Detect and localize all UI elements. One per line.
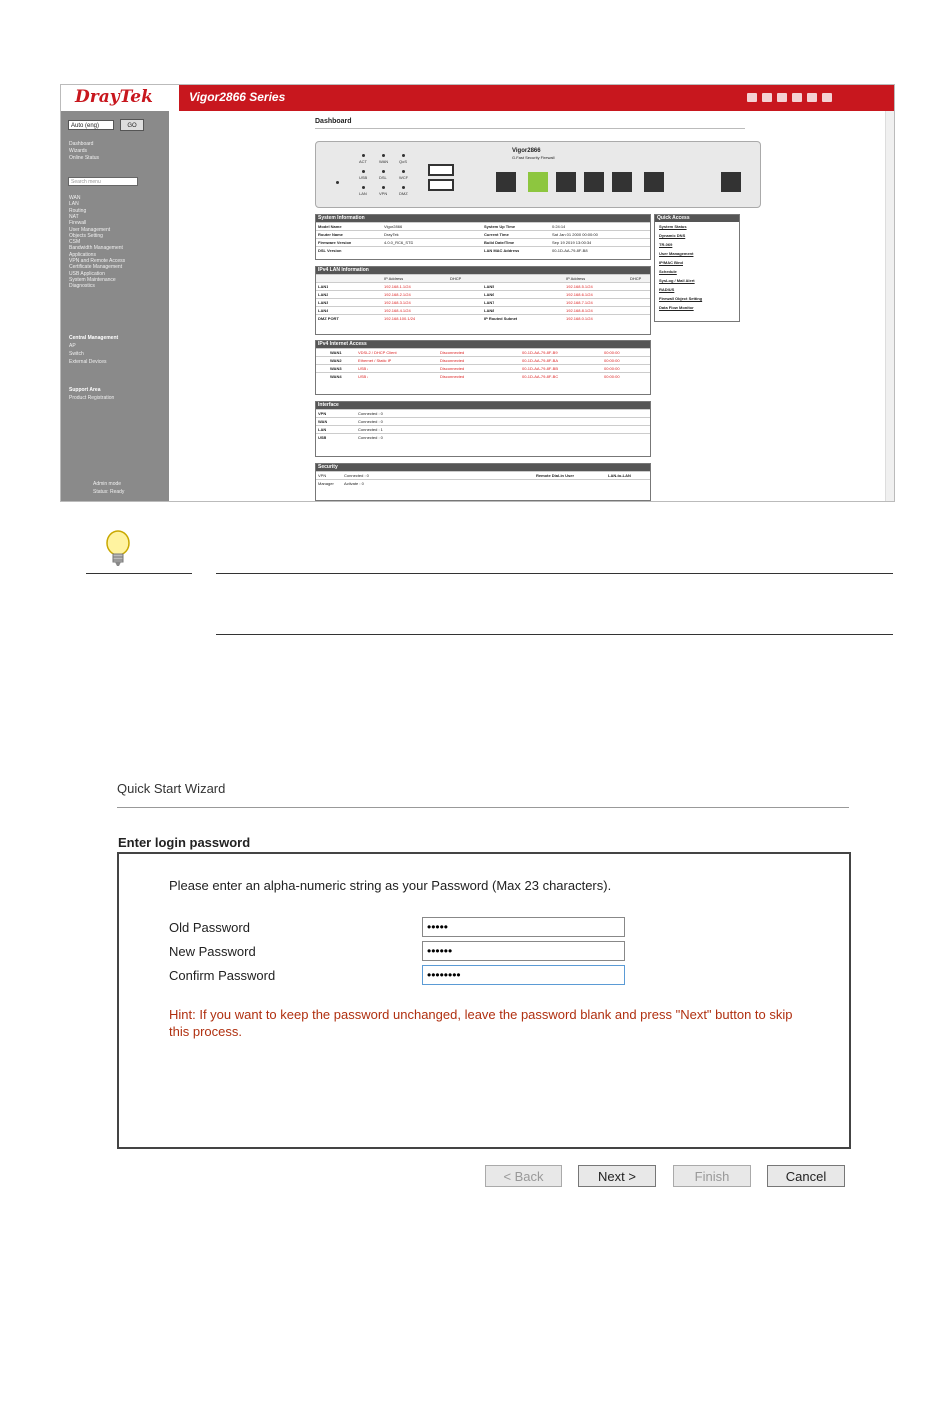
status-led-icon bbox=[402, 154, 405, 157]
info-icon[interactable] bbox=[777, 93, 787, 102]
ipv4_internet-cell: Disconnected bbox=[440, 358, 465, 363]
security-cell: VPN bbox=[318, 473, 327, 478]
security-cell: Manager bbox=[318, 481, 334, 486]
sidebar-item[interactable]: WAN bbox=[69, 195, 81, 201]
ipv4_lan-row bbox=[316, 306, 650, 314]
interface-cell: Connected : 0 bbox=[358, 435, 383, 440]
system_information-cell: Vigor2866 bbox=[384, 224, 403, 229]
ipv4_lan-cell: LAN5 bbox=[484, 284, 495, 289]
ipv4_internet-cell: 00:00:00 bbox=[604, 366, 620, 371]
system_information-cell: Current Time bbox=[484, 232, 509, 237]
dashboard-title: Dashboard bbox=[315, 118, 352, 125]
ipv4_internet-cell: WAN2 bbox=[330, 358, 342, 363]
next-button[interactable]: Next > bbox=[578, 1165, 656, 1187]
config-icon[interactable] bbox=[762, 93, 772, 102]
ipv4_lan-cell: 192.168.1.1/24 bbox=[384, 284, 411, 289]
sidebar-item[interactable]: User Management bbox=[69, 226, 111, 233]
system_information-row bbox=[316, 222, 650, 230]
panel-model-name: Vigor2866 bbox=[512, 148, 541, 154]
sidebar-item[interactable]: Firewall bbox=[69, 220, 87, 227]
ipv4_internet-cell: Disconnected bbox=[440, 366, 465, 371]
status-led-label: WAN bbox=[379, 159, 389, 164]
system_information-row bbox=[316, 230, 650, 238]
scrollbar[interactable] bbox=[885, 111, 894, 501]
usb-port-2-icon bbox=[428, 179, 454, 191]
interface-header: Interface bbox=[316, 402, 650, 409]
lan-port-5-icon bbox=[644, 172, 664, 192]
ipv4_lan-row bbox=[316, 290, 650, 298]
lan-port-2-icon bbox=[556, 172, 576, 192]
sidebar-item[interactable]: Routing bbox=[69, 207, 87, 214]
ipv4_internet-cell: USB / bbox=[358, 374, 369, 379]
system_information-cell: DrayTek bbox=[384, 232, 399, 237]
ipv4_lan-cell: LAN7 bbox=[484, 300, 495, 305]
quick-access-link[interactable]: System Status bbox=[659, 224, 687, 229]
system_information-cell: 00-1D-AA-79-8F-B8 bbox=[552, 248, 588, 253]
security-cell: Remote Dial-in User bbox=[536, 473, 575, 478]
system_information-cell: Firmware Version bbox=[318, 240, 352, 245]
model-series-label: Vigor2866 Series bbox=[189, 90, 286, 104]
ipv4_internet-cell: USB / bbox=[358, 366, 369, 371]
quick-access-link[interactable]: IP/MAC Bind bbox=[659, 260, 683, 265]
quick-access-link[interactable]: Dynamic DNS bbox=[659, 233, 686, 238]
top-banner bbox=[61, 85, 894, 111]
quick-access-link[interactable]: User Management bbox=[659, 251, 694, 256]
password-hint: Hint: If you want to keep the password unchanged, leave the password blank and press "Next" button to skip this process. bbox=[169, 1007, 793, 1039]
quick-access-header: Quick Access bbox=[655, 215, 739, 222]
ipv4_lan-row bbox=[316, 314, 650, 322]
logout-icon[interactable] bbox=[822, 93, 832, 102]
status-led-icon bbox=[362, 154, 365, 157]
quick-access-link[interactable]: SysLog / Mail Alert bbox=[659, 278, 695, 283]
lan-port-3-icon bbox=[584, 172, 604, 192]
ipv4_lan-cell: 192.168.5.1/24 bbox=[566, 284, 593, 289]
status-label: Status: Ready bbox=[93, 489, 125, 495]
sidebar-item[interactable]: Bandwidth Management bbox=[69, 245, 123, 252]
admin-mode-label: Admin mode bbox=[93, 481, 122, 487]
ipv4_lan-cell: LAN1 bbox=[318, 284, 329, 289]
security-row bbox=[316, 471, 650, 479]
note-divider-top bbox=[216, 573, 893, 574]
sidebar-item[interactable]: System Maintenance bbox=[69, 276, 116, 283]
sidebar-item[interactable]: Switch bbox=[69, 351, 84, 357]
interface-cell: WAN bbox=[318, 419, 328, 424]
quick-access-link[interactable]: TR-069 bbox=[659, 242, 673, 247]
central-management-group: Central Management bbox=[69, 335, 119, 341]
sidebar-item[interactable]: USB Application bbox=[69, 270, 105, 277]
ipv4_lan-cell: LAN2 bbox=[318, 292, 329, 297]
status-led-label: LAN bbox=[359, 191, 367, 196]
ipv4_lan-cell: 192.168.100.1/24 bbox=[384, 316, 416, 321]
status-led-label: DMZ bbox=[399, 191, 408, 196]
system_information-cell: Router Name bbox=[318, 232, 343, 237]
ipv4-lan-header: IPv4 LAN Information bbox=[316, 267, 650, 274]
ipv4_lan-cell: LAN6 bbox=[484, 292, 495, 297]
confirm-password-input[interactable] bbox=[422, 965, 625, 985]
interface-cell: USB bbox=[318, 435, 327, 440]
ipv4_internet-cell: WAN1 bbox=[330, 350, 342, 355]
system_information-cell: Sat Jan 01 2000 00:00:00 bbox=[552, 232, 598, 237]
quick-access-link[interactable]: Schedule bbox=[659, 269, 677, 274]
interface-box bbox=[315, 401, 651, 457]
ipv4_internet-cell: 00:00:00 bbox=[604, 358, 620, 363]
help-icon[interactable] bbox=[807, 93, 817, 102]
sidebar-item[interactable]: CSM bbox=[69, 239, 81, 246]
quick-access-link[interactable]: Data Flow Monitor bbox=[659, 305, 694, 310]
security-header: Security bbox=[316, 464, 650, 471]
sidebar-item[interactable]: VPN and Remote Access bbox=[69, 258, 126, 264]
interface-row bbox=[316, 409, 650, 417]
password-form-panel bbox=[117, 852, 851, 1149]
system_information-cell: LAN MAC Address bbox=[484, 248, 520, 253]
ipv4-lan-header-row: IP Address DHCP IP Address DHCP bbox=[316, 274, 650, 282]
interface-cell: Connected : 1 bbox=[358, 427, 383, 432]
ipv4_internet-row bbox=[316, 348, 650, 356]
system_information-row bbox=[316, 238, 650, 246]
interface-row bbox=[316, 433, 650, 441]
sidebar-item[interactable]: Objects Setting bbox=[69, 232, 103, 239]
ipv4_lan-cell: 192.168.8.1/24 bbox=[566, 308, 593, 313]
ipv4_internet-cell: WAN3 bbox=[330, 366, 342, 371]
note-divider-bottom bbox=[216, 634, 893, 635]
sidebar bbox=[61, 111, 169, 501]
ipv4_lan-cell: 192.168.4.1/24 bbox=[384, 308, 411, 313]
sidebar-item[interactable]: AP bbox=[69, 343, 76, 349]
ipv4_lan-cell: IP Routed Subnet bbox=[484, 316, 518, 321]
sidebar-item[interactable]: NAT bbox=[69, 213, 79, 220]
cancel-button[interactable]: Cancel bbox=[767, 1165, 845, 1187]
sidebar-item[interactable]: Dashboard bbox=[69, 141, 94, 147]
ipv4_internet-cell: WAN4 bbox=[330, 374, 342, 379]
ipv4-internet-box bbox=[315, 340, 651, 395]
quick-access-box bbox=[654, 214, 740, 322]
wizard-title: Quick Start Wizard bbox=[117, 781, 226, 796]
ipv4_lan-cell: 192.168.3.1/24 bbox=[384, 300, 411, 305]
ipv4_lan-row bbox=[316, 282, 650, 290]
status-led-label: WCF bbox=[399, 175, 409, 180]
wizard-title-divider bbox=[117, 807, 849, 808]
old-password-input[interactable] bbox=[422, 917, 625, 937]
power-led-icon bbox=[336, 181, 339, 184]
ipv4_internet-cell: Disconnected bbox=[440, 374, 465, 379]
title-divider bbox=[315, 128, 745, 129]
status-led-label: DSL bbox=[379, 175, 387, 180]
ipv4_internet-cell: 00-1D-AA-79-8F-BC bbox=[522, 374, 559, 379]
note-divider-short bbox=[86, 573, 192, 574]
sidebar-item[interactable]: External Devices bbox=[69, 359, 107, 365]
lightbulb-icon bbox=[103, 529, 133, 569]
security-cell: LAN-to-LAN bbox=[608, 473, 631, 478]
interface-cell: Connected : 0 bbox=[358, 411, 383, 416]
mail-icon[interactable] bbox=[792, 93, 802, 102]
interface-row bbox=[316, 417, 650, 425]
ipv4_internet-cell: 00-1D-AA-79-8F-BB bbox=[522, 366, 559, 371]
status-led-icon bbox=[402, 170, 405, 173]
wizard-section-title: Enter login password bbox=[118, 835, 251, 850]
status-led-icon bbox=[382, 186, 385, 189]
support-area-group: Support Area bbox=[69, 387, 101, 393]
status-led-icon bbox=[382, 170, 385, 173]
status-led-label: QoS bbox=[399, 159, 408, 164]
system_information-cell: 0:24:14 bbox=[552, 224, 566, 229]
interface-cell: Connected : 0 bbox=[358, 419, 383, 424]
ipv4_internet-row bbox=[316, 364, 650, 372]
wan-port-icon bbox=[496, 172, 516, 192]
security-box bbox=[315, 463, 651, 501]
ipv4-lan-box bbox=[315, 266, 651, 335]
menu-search-input[interactable]: Search menu bbox=[68, 177, 138, 186]
dashboard-content bbox=[169, 111, 886, 501]
system_information-cell: 4.0.0_RC6_STD bbox=[384, 240, 414, 245]
status-led-icon bbox=[382, 154, 385, 157]
router-dashboard-screenshot bbox=[60, 84, 895, 502]
sidebar-item[interactable]: Online Status bbox=[69, 155, 100, 161]
confirm-password-label: Confirm Password bbox=[169, 968, 276, 983]
ipv4_internet-cell: Disconnected bbox=[440, 350, 465, 355]
draytek-logo: DrayTek bbox=[61, 85, 179, 111]
new-password-input[interactable] bbox=[422, 941, 625, 961]
sidebar-item[interactable]: Certificate Management bbox=[69, 264, 123, 271]
status-led-label: ACT bbox=[359, 159, 367, 164]
language-select[interactable]: Auto (eng) bbox=[68, 120, 114, 130]
ipv4_internet-cell: 00-1D-AA-79-8F-BA bbox=[522, 358, 559, 363]
ipv4_internet-row bbox=[316, 372, 650, 380]
security-cell: Connected : 0 bbox=[344, 473, 369, 478]
ipv4-internet-header: IPv4 Internet Access bbox=[316, 341, 650, 348]
system-information-header: System Information bbox=[316, 215, 650, 222]
ipv4_internet-cell: 00:00:00 bbox=[604, 374, 620, 379]
new-password-label: New Password bbox=[169, 944, 256, 959]
ipv4_internet-row bbox=[316, 356, 650, 364]
system_information-row bbox=[316, 246, 650, 254]
sidebar-item[interactable]: Wizards bbox=[69, 148, 88, 154]
ipv4_lan-cell: 192.168.2.1/24 bbox=[384, 292, 411, 297]
ipv4_lan-cell: 192.168.7.1/24 bbox=[566, 300, 593, 305]
status-led-label: VPN bbox=[379, 191, 388, 196]
system_information-cell: Sep 19 2019 13:00:34 bbox=[552, 240, 592, 245]
ipv4_lan-cell: 192.168.0.1/24 bbox=[566, 316, 593, 321]
security-cell: Activate : 0 bbox=[344, 481, 364, 486]
dsl-port-icon bbox=[721, 172, 741, 192]
status-led-label: USB bbox=[359, 175, 368, 180]
ipv4_lan-cell: LAN4 bbox=[318, 308, 329, 313]
system_information-cell: DSL Version bbox=[318, 248, 342, 253]
system_information-cell: Model Name bbox=[318, 224, 342, 229]
interface-cell: VPN bbox=[318, 411, 327, 416]
finish-button[interactable]: Finish bbox=[673, 1165, 751, 1187]
interface-cell: LAN bbox=[318, 427, 327, 432]
home-icon[interactable] bbox=[747, 93, 757, 102]
ipv4_lan-cell: LAN8 bbox=[484, 308, 495, 313]
status-led-icon bbox=[402, 186, 405, 189]
system_information-cell: System Up Time bbox=[484, 224, 516, 229]
system-information-box bbox=[315, 214, 651, 260]
ipv4_lan-row bbox=[316, 298, 650, 306]
status-led-icon bbox=[362, 186, 365, 189]
sidebar-item[interactable]: Diagnostics bbox=[69, 283, 95, 290]
ipv4_internet-cell: VDSL2 / DHCP Client bbox=[358, 350, 397, 355]
ipv4_lan-cell: 192.168.6.1/24 bbox=[566, 292, 593, 297]
system_information-cell: Build Date/Time bbox=[484, 240, 515, 245]
go-button[interactable]: GO bbox=[120, 119, 144, 131]
old-password-label: Old Password bbox=[169, 920, 250, 935]
ipv4_internet-cell: 00-1D-AA-79-8F-B9 bbox=[522, 350, 558, 355]
quick-access-link[interactable]: RADIUS bbox=[659, 287, 675, 292]
security-row bbox=[316, 479, 650, 487]
back-button[interactable]: < Back bbox=[485, 1165, 562, 1187]
sidebar-item[interactable]: Product Registration bbox=[69, 395, 115, 401]
interface-row bbox=[316, 425, 650, 433]
ipv4_lan-cell: DMZ PORT bbox=[318, 316, 339, 321]
lan-port-1-icon bbox=[528, 172, 548, 192]
ipv4_internet-cell: Ethernet / Static IP bbox=[358, 358, 392, 363]
sidebar-item[interactable]: LAN bbox=[69, 201, 79, 208]
device-front-panel bbox=[315, 141, 761, 208]
lan-port-4-icon bbox=[612, 172, 632, 192]
ipv4_internet-cell: 00:00:00 bbox=[604, 350, 620, 355]
status-led-icon bbox=[362, 170, 365, 173]
panel-model-sub: G.Fast Security Firewall bbox=[512, 155, 555, 160]
usb-port-1-icon bbox=[428, 164, 454, 176]
ipv4_lan-cell: LAN3 bbox=[318, 300, 329, 305]
sidebar-item[interactable]: Applications bbox=[69, 251, 96, 258]
password-instructions: Please enter an alpha-numeric string as your Password (Max 23 characters). bbox=[169, 878, 612, 893]
banner-icons bbox=[747, 93, 832, 102]
quick-access-link[interactable]: Firewall Object Setting bbox=[659, 296, 703, 301]
